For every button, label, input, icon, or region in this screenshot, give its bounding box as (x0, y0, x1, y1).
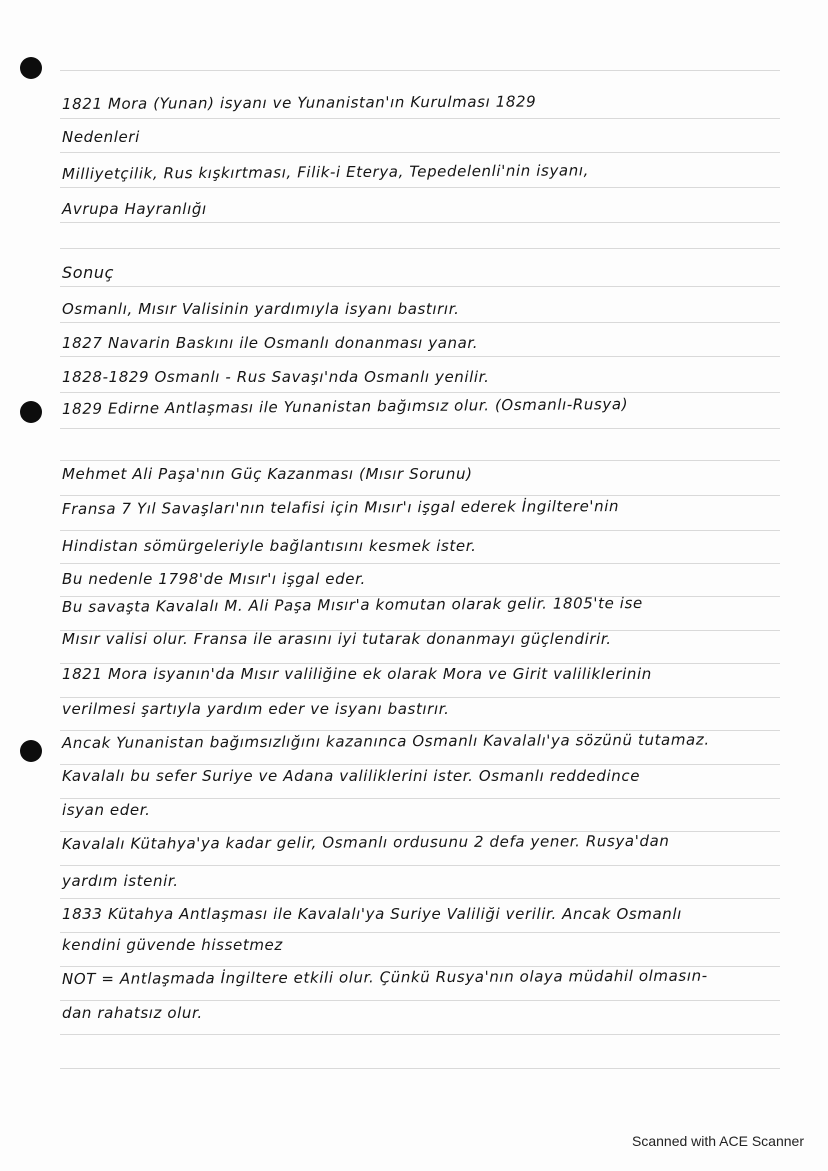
ruled-line (60, 152, 780, 153)
ruled-line (60, 764, 780, 765)
ruled-line (60, 428, 780, 429)
ruled-line (60, 697, 780, 698)
binder-hole (20, 740, 42, 762)
note-line: Mısır valisi olur. Fransa ile arasını iyi tutarak donanmayı güçlendirir. (62, 630, 612, 648)
ruled-line (60, 798, 780, 799)
note-line: Kavalalı bu sefer Suriye ve Adana valiliklerini ister. Osmanlı reddedince (62, 767, 641, 785)
ruled-line (60, 187, 780, 188)
ruled-line (60, 286, 780, 287)
ruled-line (60, 118, 780, 119)
ruled-line (60, 248, 780, 249)
ruled-line (60, 70, 780, 71)
note-line: 1833 Kütahya Antlaşması ile Kavalalı'ya Suriye Valiliği verilir. Ancak Osmanlı (62, 905, 682, 923)
ruled-line (60, 460, 780, 461)
ruled-line (60, 530, 780, 531)
note-line: 1828-1829 Osmanlı - Rus Savaşı'nda Osmanlı yenilir. (62, 368, 490, 386)
scanner-watermark: Scanned with ACE Scanner (632, 1133, 804, 1149)
ruled-line (60, 1000, 780, 1001)
note-line: dan rahatsız olur. (62, 1004, 203, 1022)
ruled-line (60, 356, 780, 357)
note-title: 1821 Mora (Yunan) isyanı ve Yunanistan'ın Kurulması 1829 (61, 92, 537, 113)
ruled-line (60, 392, 780, 393)
note-line: yardım istenir. (62, 872, 179, 890)
note-line: isyan eder. (62, 801, 151, 819)
note-line: kendini güvende hissetmez (62, 936, 283, 954)
ruled-line (60, 1034, 780, 1035)
ruled-line (60, 222, 780, 223)
note-line: Bu nedenle 1798'de Mısır'ı işgal eder. (62, 570, 366, 588)
note-line: Hindistan sömürgeleriyle bağlantısını kesmek ister. (62, 537, 477, 555)
note-line: Nedenleri (62, 128, 140, 146)
binder-hole (20, 57, 42, 79)
note-line: Avrupa Hayranlığı (62, 200, 207, 218)
note-line: Osmanlı, Mısır Valisinin yardımıyla isyanı bastırır. (62, 300, 460, 318)
note-line: Ancak Yunanistan bağımsızlığını kazanınca Osmanlı Kavalalı'ya sözünü tutamaz. (61, 730, 710, 752)
note-line: 1821 Mora isyanın'da Mısır valiliğine ek olarak Mora ve Girit valiliklerinin (62, 665, 652, 683)
ruled-line (60, 865, 780, 866)
note-line: 1827 Navarin Baskını ile Osmanlı donanması yanar. (62, 334, 479, 352)
binder-hole (20, 401, 42, 423)
note-heading: Sonuç (62, 263, 115, 282)
ruled-line (60, 663, 780, 664)
note-line: verilmesi şartıyla yardım eder ve isyanı bastırır. (62, 700, 450, 718)
ruled-line (60, 898, 780, 899)
ruled-line (60, 563, 780, 564)
note-heading: Mehmet Ali Paşa'nın Güç Kazanması (Mısır Sorunu) (62, 465, 473, 483)
note-line: Fransa 7 Yıl Savaşları'nın telafisi için Mısır'ı işgal ederek İngiltere'nin (61, 497, 620, 518)
note-line: NOT = Antlaşmada İngiltere etkili olur. Çünkü Rusya'nın olaya müdahil olmasın- (61, 966, 708, 988)
note-line: Bu savaşta Kavalalı M. Ali Paşa Mısır'a komutan olarak gelir. 1805'te ise (61, 593, 643, 616)
ruled-line (60, 322, 780, 323)
ruled-line (60, 932, 780, 933)
note-line: 1829 Edirne Antlaşması ile Yunanistan bağımsız olur. (Osmanlı-Rusya) (61, 395, 629, 418)
ruled-line (60, 1068, 780, 1069)
note-line: Milliyetçilik, Rus kışkırtması, Filik-i Eterya, Tepedelenli'nin isyanı, (61, 161, 590, 183)
note-line: Kavalalı Kütahya'ya kadar gelir, Osmanlı ordusunu 2 defa yener. Rusya'dan (61, 831, 670, 853)
